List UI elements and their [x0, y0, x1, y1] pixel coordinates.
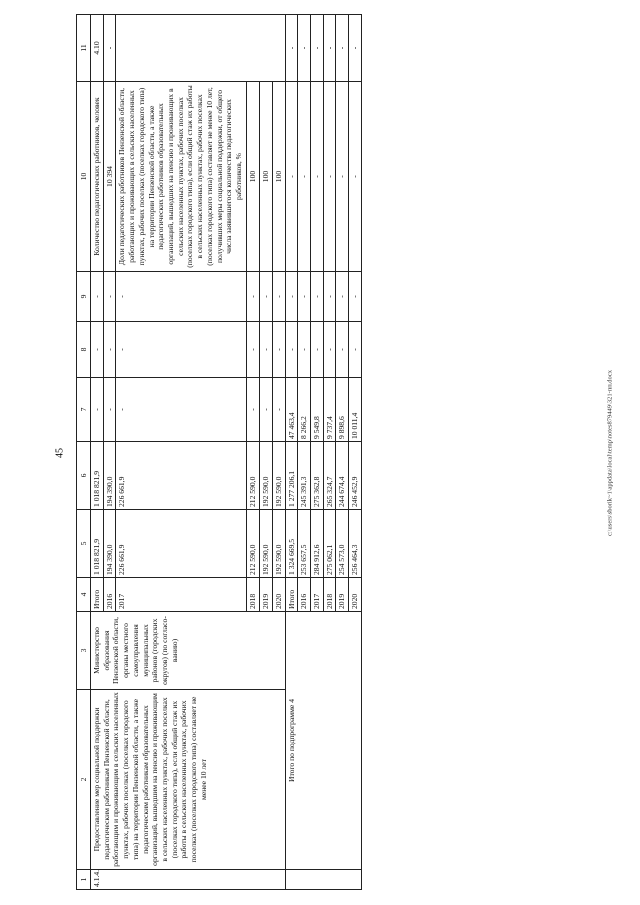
- value-cell: 245 391,3: [298, 442, 311, 510]
- indicator-value: 100: [247, 82, 260, 272]
- value-cell: -: [298, 15, 311, 82]
- value-cell: 47 463,4: [285, 378, 298, 442]
- value-cell: -: [298, 322, 311, 378]
- value-cell: -: [116, 272, 247, 322]
- value-cell: -: [260, 272, 273, 322]
- col-number: 2: [77, 690, 91, 870]
- value-cell: 192 590,0: [260, 510, 273, 578]
- value-cell: -: [247, 322, 260, 378]
- value-cell: 192 590,0: [272, 510, 285, 578]
- value-cell: -: [349, 322, 362, 378]
- year-cell: 2020: [272, 578, 285, 612]
- value-cell: 8 266,2: [298, 378, 311, 442]
- value-cell: -: [260, 322, 273, 378]
- indicator-value: 100: [272, 82, 285, 272]
- value-cell: -: [311, 322, 324, 378]
- value-cell: -: [311, 15, 324, 82]
- value-cell: -: [349, 15, 362, 82]
- value-cell: -: [91, 272, 104, 322]
- value-cell: 244 674,4: [336, 442, 349, 510]
- year-cell: 2017: [116, 578, 247, 612]
- value-cell: 226 661,9: [116, 442, 247, 510]
- value-cell: 212 590,0: [247, 510, 260, 578]
- value-cell: -: [336, 272, 349, 322]
- value-cell: 9 898,6: [336, 378, 349, 442]
- measure-executor: Министерство образования Пензенской области, органы местного самоуправления муниципальных районов (городских округов) (по согласо-ванию): [91, 612, 286, 690]
- value-cell: 1 018 821,9: [91, 510, 104, 578]
- value-cell: -: [349, 82, 362, 272]
- value-cell: -: [285, 322, 298, 378]
- value-cell: -: [323, 82, 336, 272]
- value-cell: 1 324 669,5: [285, 510, 298, 578]
- value-cell: 265 324,7: [323, 442, 336, 510]
- year-cell: 2019: [260, 578, 273, 612]
- indicator-label: Количество педагогических работников, человек: [91, 82, 104, 272]
- indicator-value: 100: [260, 82, 273, 272]
- col-number: 1: [77, 870, 91, 890]
- col-number: 11: [77, 15, 91, 82]
- value-cell: -: [311, 82, 324, 272]
- total-label: Итого по подпрограмме 4: [285, 612, 361, 870]
- value-cell: -: [103, 272, 116, 322]
- value-cell: -: [116, 322, 247, 378]
- year-cell: 2018: [323, 578, 336, 612]
- col-number: 3: [77, 612, 91, 690]
- year-cell: 2016: [103, 578, 116, 612]
- col-number: 5: [77, 510, 91, 578]
- value-cell: -: [336, 82, 349, 272]
- value-cell: 212 590,0: [247, 442, 260, 510]
- indicator-value: 10 394: [103, 82, 116, 272]
- col-number: 10: [77, 82, 91, 272]
- value-cell: -: [323, 322, 336, 378]
- column-number-row: [77, 15, 91, 890]
- value-cell: -: [311, 272, 324, 322]
- value-cell: 1 018 821,9: [91, 442, 104, 510]
- value-cell: 226 661,9: [116, 510, 247, 578]
- value-cell: 194 390,0: [103, 442, 116, 510]
- value-cell: -: [285, 82, 298, 272]
- col-number: 8: [77, 322, 91, 378]
- empty-cell: [116, 15, 285, 82]
- table-row: [285, 15, 298, 890]
- measure-name: Предоставление мер социальной поддержки педагогическим работникам Пензенской области, работающим и проживающим в сельских населенных пунктах, рабочих поселках (поселках городского типа) на территории Пензенской области, а также педагогическим работникам образовательных организаций, вышедшим на пенсию и проживающим в сельских населенных пунктах, рабочих поселках (поселках городского типа), если общий стаж их работы в сельских населенных пунктах, рабочих поселках (поселках городского типа) составляет не менее 10 лет: [91, 690, 286, 870]
- value-cell: -: [103, 322, 116, 378]
- value-cell: -: [91, 322, 104, 378]
- value-cell: 253 657,5: [298, 510, 311, 578]
- value-cell: 256 464,3: [349, 510, 362, 578]
- value-cell: -: [285, 272, 298, 322]
- value-cell: -: [298, 272, 311, 322]
- year-cell: Итого: [91, 578, 104, 612]
- value-cell: -: [247, 378, 260, 442]
- value-cell: 275 362,8: [311, 442, 324, 510]
- value-cell: 284 912,6: [311, 510, 324, 578]
- year-cell: Итого: [285, 578, 298, 612]
- empty-cell: [285, 870, 361, 890]
- value-cell: -: [323, 272, 336, 322]
- value-cell: 9 549,8: [311, 378, 324, 442]
- footer-file-path: c:\users\sborik~1\appdata\local\temp\notes879449\321-пп.docx: [606, 370, 614, 536]
- value-cell: -: [103, 378, 116, 442]
- value-cell: -: [349, 272, 362, 322]
- measure-number: 4.1.4.: [91, 870, 286, 890]
- value-cell: -: [272, 322, 285, 378]
- value-cell: 1 277 206,1: [285, 442, 298, 510]
- year-cell: 2016: [298, 578, 311, 612]
- value-cell: -: [260, 378, 273, 442]
- indicator-label: Доли педагогических работников Пензенской области, работающих и проживающих в сельских населенных пунктах, рабочих поселках (поселках городского типа) на территории Пензенской области, а также педагогических работников образовательных организаций, вышедших на пенсию и проживающих в сельских населенных пунктах, рабочих поселках (поселках городского типа), если общий стаж их работы в сельских населенных пунктах, рабочих поселках (поселках городского типа) составляет не менее 10 лет, получивших меры социальной поддержки, от общего числа заявившегося количества педагогических работников, %: [116, 82, 247, 272]
- value-cell: -: [323, 15, 336, 82]
- page-number: 45: [54, 448, 66, 458]
- value-cell: 192 590,0: [260, 442, 273, 510]
- value-cell: -: [91, 378, 104, 442]
- value-cell: 9 737,4: [323, 378, 336, 442]
- year-cell: 2020: [349, 578, 362, 612]
- col-number: 4: [77, 578, 91, 612]
- value-cell: 275 062,1: [323, 510, 336, 578]
- col-number: 6: [77, 442, 91, 510]
- year-cell: 2017: [311, 578, 324, 612]
- value-cell: -: [272, 272, 285, 322]
- value-cell: 10 011,4: [349, 378, 362, 442]
- year-cell: 2018: [247, 578, 260, 612]
- col-number: 9: [77, 272, 91, 322]
- rotated-table-container: [76, 15, 511, 890]
- year-cell: 2019: [336, 578, 349, 612]
- value-cell: 192 590,0: [272, 442, 285, 510]
- value-cell: 246 452,9: [349, 442, 362, 510]
- value-cell: 254 573,0: [336, 510, 349, 578]
- program-table: [76, 14, 362, 890]
- value-cell: 194 390,0: [103, 510, 116, 578]
- value-cell: -: [116, 378, 247, 442]
- value-cell: -: [298, 82, 311, 272]
- col-number: 7: [77, 378, 91, 442]
- value-cell: -: [247, 272, 260, 322]
- value-cell: -: [336, 15, 349, 82]
- indicator-code: 4.10: [91, 15, 104, 82]
- table-row: [91, 15, 104, 890]
- value-cell: -: [272, 378, 285, 442]
- value-cell: -: [285, 15, 298, 82]
- value-cell: -: [103, 15, 116, 82]
- value-cell: -: [336, 322, 349, 378]
